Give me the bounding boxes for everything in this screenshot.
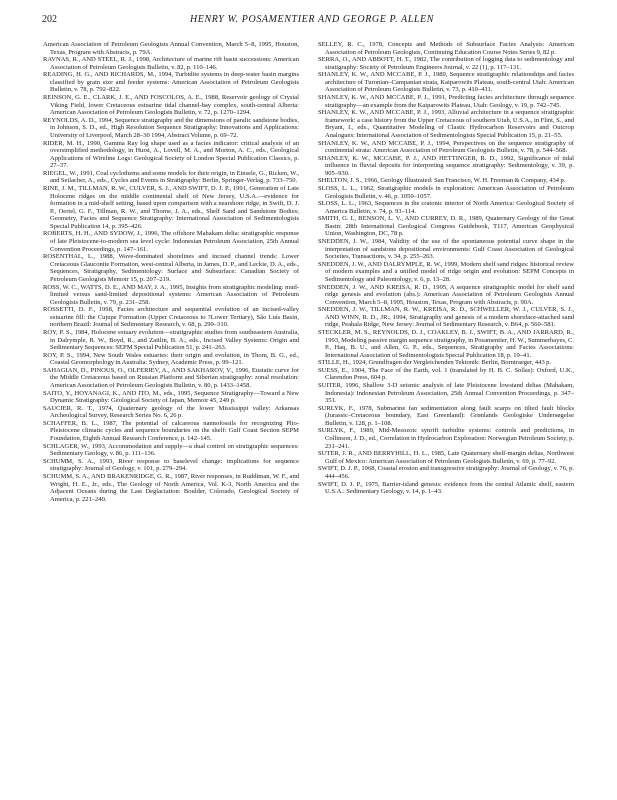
reference-entry: RIEGEL, W., 1991, Coal cyclothems and some models for their origin, in Einsele, G., Ricken, W., and Seilacher, A., eds., Cycles and Events in Stratigraphy: Berlin, Springer-Verlag, p. 733–750.: [43, 169, 299, 185]
reference-entry: SLOSS, L. L., 1962, Stratigraphic models in exploration: American Association of Petroleum Geologists Bulletin, v. 46, p. 1050–1057.: [318, 184, 574, 200]
reference-entry: SUITER, 1996, Shallow 3-D seismic analysis of late Pleistocene lowstand deltas (Mahakam, Indonesia): Indonesian Petroleum Association, 25th Annual Convention Proceedings, p. 347–351.: [318, 382, 574, 405]
reference-entry: ROY, P. S., 1994, New South Wales estuaries: their origin and evolution, in Thom, B. G., ed., Coastal Geomorphology in Australia: Sydney, Academic Press, p. 99–121.: [43, 351, 299, 367]
reference-entry: SNEDDEN, J. W., AND KREISA, R. D., 1995, A sequence stratigraphic model for shelf sand ridge genesis and evolution (abs.): American Association of Petroleum Geologists Annual Convention, March 5–8, 1995, Houston, Texas, Program with Abstracts, p. 90A.: [318, 283, 574, 306]
reference-entry: SNEDDEN, J. W., TILLMAN, R. W., KREISA, R. D., SCHWELLER, W. J., CULVER, S. J., AND WINN, R. D., JR., 1994, Stratigraphy and genesis of a modern shoreface-attached sand ridge, Peahala Ridge, New Jersey: Journal of Sedimentary Research, v. B64, p. 560–581.: [318, 306, 574, 329]
reference-entry: ROBERTS, H. H., AND SYDOW, J., 1996, The offshore Mahakam delta: stratigraphic response of late Pleistocene-to-modern sea level cycle: Indonesian Petroleum Association, 25th Annual Convention Proceedings, p. 147–161.: [43, 230, 299, 253]
reference-entry: SAUCIER, R. T., 1974, Quaternary geology of the lower Mississippi valley: Arkansas Archeological Survey, Research Series No. 6, 26 p.: [43, 404, 299, 420]
reference-entry: SURLYK, F., 1989, Mid-Mesozoic synrift turbidite systems: controls and predictions, in Collinson, J. D., ed., Correlation in Hydrocarbon Exploration: Norwegian Petroleum Society, p. 231–241.: [318, 427, 574, 450]
reference-entry: ROY, P. S., 1984, Holocene estuary evolution—stratigraphic studies from southeastern Australia, in Dalrymple, R. W., Boyd, R., and Zaitlin, B. A., eds., Incised Valley Systems: Origin and Sedimentary Sequences: SEPM Special Publication 51, p. 241–263.: [43, 328, 299, 352]
reference-entry: READING, H. G., AND RICHARDS, M., 1994, Turbidite systems in deep-water basin margins classified by grain size and feeder systems: American Association of Petroleum Geologists Bulletin, v. 78, p. 792–822.: [43, 71, 299, 94]
reference-entry: SCHAFFER, B. L., 1987, The potential of calcareous nannofossils for recognizing Plio-Pleistocene climatic cycles and sequence boundaries on the shelf: Gulf Coast Section SEPM Foundation, Eighth Annual Research Conference, p. 142–145.: [43, 419, 299, 443]
reference-entry: SCHUMM, S. A., AND BRAKENRIDGE, G. R., 1987, River responses, in Ruddiman, W. F., and Wright, H. E., Jr., eds., The Geology of North America, Vol. K-3, North America and the Adjacent Oceans during the Last Deglaciation: Boulder, Colorado, Geological Society of America, p. 221–240.: [43, 472, 299, 503]
reference-entry: SNEDDEN, J. W., AND DALRYMPLE, R. W., 1999, Modern shelf sand ridges: historical review of modern examples and a unified model of ridge origin and evolution: SEPM Concepts in Sedimentology and Paleontology, v. 6, p. 13–28.: [318, 260, 574, 283]
reference-entry: SHANLEY, K. W., AND MCCABE, P. J., 1994, Perspectives on the sequence stratigraphy of continental strata: American Association of Petroleum Geologists Bulletin, v. 78, p. 544–568.: [318, 139, 574, 155]
reference-entry: REYNOLDS, A. D., 1994, Sequence stratigraphy and the dimensions of paralic sandstone bodies, in Johnson, S. D., ed., High Resolution Sequence Stratigraphy: Innovations and Applications: University of Liverpool, March 28–30 1994, Abstract Volume, p. 69–72.: [43, 116, 299, 139]
page-number: 202: [42, 14, 57, 25]
reference-entry: SWIFT, D. J. P., 1968, Coastal erosion and transgressive stratigraphy: Journal of Geology, v. 76, p. 444–456.: [318, 465, 574, 480]
reference-entry: STILLE, H., 1924, Grundfragen der Vergleichenden Tektonik: Berlin, Borntraeger, 443 p.: [318, 359, 552, 367]
reference-entry: ROSSETTI, D. F., 1998, Facies architecture and sequential evolution of an incised-valley estuarine fill: the Cujupe Formation (Upper Cretaceous to ?Lower Tertiary), São Luís Basin, northern Brazil: Journal of Sedimentary Research, v. 68, p. 299–310.: [43, 306, 299, 329]
right-reference-column: [318, 41, 574, 496]
reference-entry: STECKLER, M. S., REYNOLDS, D. J., COAKLEY, B. J., SWIFT, B. A., AND JARRARD, R., 1993, Modeling passive margin sequence stratigraphy, in Posamentier, H. W., Summerhayes, C. P., Haq, B. U., and Allen, G. P., eds., Sequences, Stratigraphy and Facies Associations: International Association of Sedimentologists Special Publication 18, p. 19–41.: [318, 328, 574, 359]
reference-entry: ROSS, W. C., WATTS, D. E., AND MAY, J. A., 1995, Insights from stratigraphic modeling: mud-limited versus sand-limited depositional systems: American Association of Petroleum Geologists Bulletin, v. 79, p. 231–258.: [43, 283, 299, 306]
reference-entry: SNEDDEN, J. W., 1984, Validity of the use of the spontaneous potential curve shape in the interpretation of sandstone depositional environments: Gulf Coast Association of Geological Societies, Transactions, v. 34, p. 255–263.: [318, 238, 574, 261]
reference-entry: REINSON, G. E., CLARK, J. E., AND FOSCOLOS, A. E., 1988, Reservoir geology of Crystal Viking Field, lower Cretaceous estuarine tidal channel-bay complex, south-central Alberta: American Association of Petroleum Geologists Bulletin, v. 72, p. 1270–1294.: [43, 94, 299, 117]
reference-entry: SMITH, G. I., BENSON, L. V., AND CURREY, D. R., 1989, Quaternary Geology of the Great Basin: 28th International Geological Congress Guidebook, T117, American Geophysical Union, Washington, DC, 78 p.: [318, 215, 574, 238]
reference-entry: SAITO, Y., HOYANAGI, K., AND ITO, M., eds., 1995, Sequence Stratigraphy—Toward a New Dynamic Stratigraphy: Geological Society of Japan, Memoir 45, 249 p.: [43, 389, 299, 405]
reference-entry: SURLYK, F., 1978, Submarine fan sedimentation along fault scarps on tilted fault blocks (Jurassic–Cretaceous boundary, East Greenland): Grønlands Geologiske Undersøgelse Bulletin, v. 128, p. 1–108.: [318, 404, 574, 427]
reference-entry: SHANLEY, K. W., MCCABE, P. J., AND HETTINGER, R. D., 1992, Significance of tidal influence in fluvial deposits for interpreting sequence stratigraphy: Sedimentology, v. 39, p. 905–930.: [318, 154, 574, 177]
reference-entry: RIDER, M. H., 1990, Gamma Ray log shape used as a facies indicator: critical analysis of an oversimplified methodology, in Hurst, A., Lovell, M. A., and Morton, A. C., eds., Geological Applications of Wireline Logs: Geological Society of London Special Publication Classics, p. 27–37.: [43, 139, 299, 170]
reference-entry: SHANLEY, K. W., AND MCCABE, P. J., 1989, Sequence stratigraphic relationships and facies architecture of Turonian–Campanian strata, Kaiparowits Plateau, south-central Utah: American Association of Petroleum Geologists Bulletin, v. 73, p. 410–411.: [318, 71, 574, 94]
page-header: [42, 14, 582, 30]
reference-entry: SCHUMM, S. A., 1993, River response to baselevel change: implications for sequence stratigraphy: Journal of Geology, v. 101, p. 279–294.: [43, 457, 299, 473]
reference-entry: SLOSS, L. L., 1963, Sequences in the cratonic interior of North America: Geological Society of America Bulletin, v. 74, p. 93–114.: [318, 200, 574, 215]
reference-entry: SWIFT, D. J. P., 1975, Barrier-island genesis: evidence from the central Atlantic shelf, eastern U.S.A.: Sedimentary Geology, v. 14, p. 1–43.: [318, 480, 574, 496]
reference-entry: SHELTON, J. S., 1966, Geology Illustrated: San Francisco, W. H. Freeman & Company, 434 p.: [318, 177, 566, 185]
reference-entry: ROSENTHAL, L., 1988, Wave-dominated shorelines and incised channel trends: Lower Cretaceous Glauconite Formation, west-central Alberta, in James, D. P., and Leckie, D. A., eds., Sequences, Stratigraphy, Sedimentology: Surface and Subsurface: Canadian Society of Petroleum Geologists Memoir 15, p. 207–219.: [43, 253, 299, 283]
reference-entry: American Association of Petroleum Geologists Annual Convention, March 5–8, 1995, Houston, Texas, Program with Abstracts, p. 79A.: [43, 41, 299, 56]
running-head: HENRY W. POSAMENTIER AND GEORGE P. ALLEN: [189, 14, 434, 25]
reference-entry: SHANLEY, K. W., AND MCCABE, P. J., 1993, Alluvial architecture in a sequence stratigraphic framework: a case history from the Upper Cretaceous of southern Utah, U.S.A., in Flint, S., and Bryant, I., eds., Quantitative Modeling of Clastic Hydrocarbon Reservoirs and Outcrop Analogues: International Association of Sedimentologists Special Publication 15, p. 21–55.: [318, 109, 574, 139]
reference-entry: RAVNAS, R., AND STEEL, R. J., 1998, Architecture of marine rift basin successions: American Association of Petroleum Geologists Bulletin, v. 82, p. 110–146.: [43, 56, 299, 71]
reference-entry: SHANLEY, K. W., AND MCCABE, P. J., 1991, Predicting facies architecture through sequence stratigraphy—an example from the Kaiparowits Plateau, Utah: Geology, v. 19, p. 742–745.: [318, 94, 574, 109]
reference-entry: SCHLAGER, W., 1993, Accommodation and supply—a dual control on stratigraphic sequences: Sedimentary Geology, v. 86, p. 111–136.: [43, 442, 299, 458]
reference-entry: SAHAGIAN, D., PINOUS, O., OLFERIEV, A., AND SAKHAROV, V., 1996, Eustatic curve for the Middle Cretaceous based on Russian Platform and Siberian stratigraphy: zonal resolution: American Association of Petroleum Geologists Bulletin, v. 80, p. 1433–1458.: [43, 366, 299, 390]
reference-entry: RINE, J. M., TILLMAN, R. W., CULVER, S. J., AND SWIFT, D. J. P., 1991, Generation of Late Holocene ridges on the middle continental shelf of New Jersey, U.S.A.—evidence for formation in a mid-shelf setting, based upon comparison with a nearshore ridge, in Swift, D. J. P., Oertel, G. F., Tillman, R. W., and Thorne, J. A., eds., Shelf Sand and Sandstone Bodies; Geometry, Facies and Sequence Stratigraphy: International Association of Sedimentologists Special Publication 14, p. 395–426.: [43, 184, 299, 230]
reference-entry: SERRA, O., AND ABBOTT, H. T., 1982, The contribution of logging data to sedimentology and stratigraphy: Society of Petroleum Engineers Journal, v. 22 (1), p. 117–131.: [318, 56, 574, 71]
reference-entry: SUESS, E., 1904, The Face of the Earth, vol. 1 (translated by H. B. C. Sollas): Oxford, U.K., Clarendon Press, 604 p.: [318, 366, 574, 382]
reference-entry: SUTER, J. R., AND BERRYHILL, H. L., 1985, Late Quaternary shelf-margin deltas, Northwest Gulf of Mexico: American Association of Petroleum Geologists Bulletin, v. 69, p. 77–92.: [318, 450, 574, 465]
left-reference-column: [43, 41, 299, 503]
reference-entry: SELLEY, R. C., 1978, Concepts and Methods of Subsurface Facies Analysis: American Association of Petroleum Geologists, Continuing Education Course Notes Series 9, 82 p.: [318, 41, 574, 56]
